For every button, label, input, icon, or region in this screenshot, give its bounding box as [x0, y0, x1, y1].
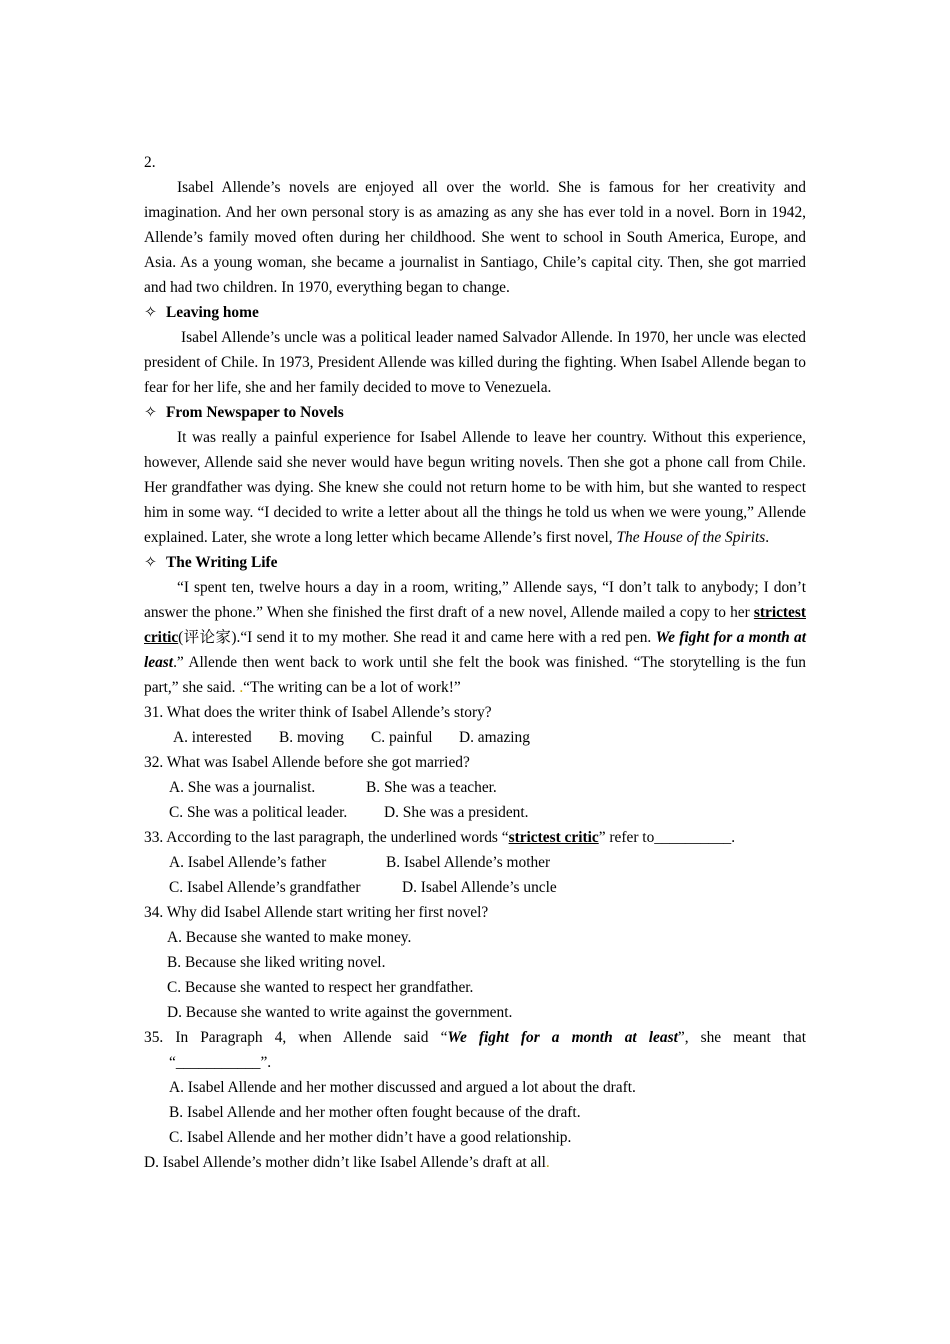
- writing-life-paragraph: [144, 575, 806, 700]
- option-a[interactable]: A. interested: [173, 729, 252, 746]
- option-d[interactable]: D. Isabel Allende’s uncle: [402, 879, 557, 896]
- section-number: 2.: [144, 154, 156, 171]
- question-33-options-row1: [144, 850, 806, 875]
- question-34-option-a[interactable]: A. Because she wanted to make money.: [167, 929, 412, 946]
- question-35-stem: [144, 1025, 806, 1050]
- option-c[interactable]: C. Isabel Allende’s grandfather: [169, 879, 361, 896]
- stem-text-end: ” refer to__________.: [598, 829, 736, 846]
- option-a[interactable]: A. She was a journalist.: [169, 779, 316, 796]
- heading-text: The Writing Life: [166, 554, 278, 571]
- question-34-option-b[interactable]: B. Because she liked writing novel.: [167, 954, 386, 971]
- paragraph-text: .“I send it to my mother. She read it and came here with a red pen.: [236, 629, 656, 646]
- option-b[interactable]: B. Isabel Allende’s mother: [386, 854, 551, 871]
- option-d[interactable]: D. amazing: [459, 729, 530, 746]
- question-35-option-d[interactable]: [144, 1150, 806, 1175]
- stray-mark: .: [545, 1154, 550, 1171]
- option-c[interactable]: C. She was a political leader.: [169, 804, 348, 821]
- question-33-stem: [144, 825, 806, 850]
- question-34-option-d[interactable]: D. Because she wanted to write against the government.: [167, 1004, 513, 1021]
- section-heading-writing-life: [144, 550, 806, 575]
- question-31-options: [144, 725, 806, 750]
- question-35-stem-line2: “___________”.: [169, 1054, 272, 1071]
- question-35-option-a[interactable]: A. Isabel Allende and her mother discussed and argued a lot about the draft.: [169, 1079, 636, 1096]
- paragraph-text: “I spent ten, twelve hours a day in a room, writing,” Allende says, “I don’t talk to anybody; I don’t answer the phone.” When she finished the first draft of a new novel, Allende mailed a copy to her: [144, 579, 806, 621]
- diamond-star-icon: ✧: [144, 554, 157, 571]
- paragraph-text: .” Allende then went back to work until she felt the book was finished. “The storytelling is the fun part,” she said.: [144, 654, 806, 696]
- intro-paragraph: Isabel Allende’s novels are enjoyed all over the world. She is famous for her creativity and imagination. And her own personal story is as amazing as any she has ever told in a novel. Born in 1942, Allende’s family moved often during her childhood. She went to school in South America, Europe, and Asia. As a young woman, she became a journalist in Santiago, Chile’s capital city. Then, she got married and had two children. In 1970, everything began to change.: [144, 179, 806, 296]
- newspaper-to-novels-paragraph: [144, 425, 806, 550]
- emphasized-quote: We fight for a month at least: [144, 629, 806, 671]
- diamond-star-icon: ✧: [144, 404, 157, 421]
- heading-text: From Newspaper to Novels: [166, 404, 344, 421]
- option-d[interactable]: D. She was a president.: [384, 804, 529, 821]
- question-35-option-b[interactable]: B. Isabel Allende and her mother often fought because of the draft.: [169, 1104, 581, 1121]
- chinese-gloss: (评论家): [178, 629, 237, 646]
- question-32-options-row2: [144, 800, 806, 825]
- stem-text: 33. According to the last paragraph, the underlined words “: [144, 829, 509, 846]
- question-34-option-c[interactable]: C. Because she wanted to respect her grandfather.: [167, 979, 474, 996]
- option-d-text: D. Isabel Allende’s mother didn’t like Isabel Allende’s draft at all: [144, 1154, 546, 1171]
- heading-text: Leaving home: [166, 304, 259, 321]
- paragraph-text-end: .: [765, 529, 770, 546]
- stem-text: 35. In Paragraph 4, when Allende said “: [144, 1029, 448, 1046]
- option-b[interactable]: B. She was a teacher.: [366, 779, 497, 796]
- underlined-term: strictest critic: [144, 604, 806, 646]
- question-32-stem: 32. What was Isabel Allende before she got married?: [144, 754, 470, 771]
- option-b[interactable]: B. moving: [279, 729, 344, 746]
- option-c[interactable]: C. painful: [371, 729, 433, 746]
- stem-text-end: ”, she meant that: [677, 1029, 806, 1046]
- option-a[interactable]: A. Isabel Allende’s father: [169, 854, 327, 871]
- section-heading-leaving-home: [144, 300, 806, 325]
- stray-mark: .: [239, 679, 244, 696]
- question-32-options-row1: [144, 775, 806, 800]
- section-heading-newspaper-to-novels: [144, 400, 806, 425]
- emphasized-quote: We fight for a month at least: [447, 1029, 678, 1046]
- question-33-options-row2: [144, 875, 806, 900]
- question-35-option-c[interactable]: C. Isabel Allende and her mother didn’t have a good relationship.: [169, 1129, 572, 1146]
- book-title: The House of the Spirits: [616, 529, 766, 546]
- leaving-home-paragraph: Isabel Allende’s uncle was a political leader named Salvador Allende. In 1970, her uncle was elected president of Chile. In 1973, President Allende was killed during the fighting. When Isabel Allende began to fear for her life, she and her family decided to move to Venezuela.: [144, 329, 806, 396]
- underlined-term: strictest critic: [508, 829, 599, 846]
- paragraph-text: It was really a painful experience for Isabel Allende to leave her country. Without this experience, however, Allende said she never would have begun writing novels. Then she got a phone call from Chile. Her grandfather was dying. She knew she could not return home to be with him, but she wanted to respect him in some way. “I decided to write a letter about all the things he told us when we were young,” Allende explained. Later, she wrote a long letter which became Allende’s first novel,: [144, 429, 806, 546]
- question-31-stem: 31. What does the writer think of Isabel Allende’s story?: [144, 704, 492, 721]
- document-page: [144, 150, 806, 1175]
- paragraph-text: “The writing can be a lot of work!”: [243, 679, 461, 696]
- question-34-stem: 34. Why did Isabel Allende start writing her first novel?: [144, 904, 489, 921]
- diamond-star-icon: ✧: [144, 304, 157, 321]
